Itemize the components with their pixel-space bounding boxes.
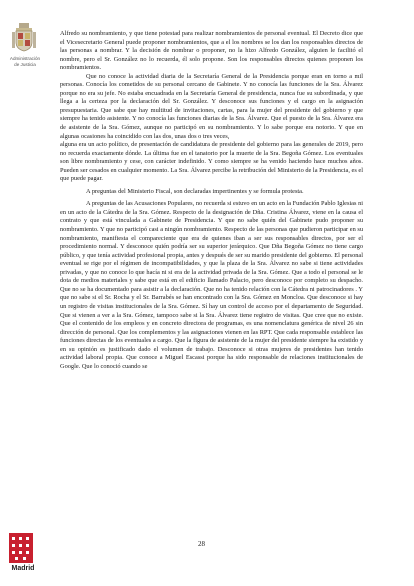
paragraph-5: A preguntas de las Acusaciones Populares, no recuerda si estuvo en un acto en la Fundación Pablo Iglesias ni en un acto de la Cátedra de la Sra. Gómez. Respecto de la designación de Dña. Cristina Álvarez, viene en la causa el contrato y que está vinculada a Gabinete de Presidencia. Y que no sabe quién del Gabinete pudo proponer su nombramiento. Y que no participó casi a ningún nombramiento. Respecto de las personas que pudieron participar en su nombramiento, manifiesta el compareciente que era de quienes iban a ser sus responsables directos, por ser el procedimiento normal. Y desconoce quién podría ser su superior jerárquico. Que Dña Begoña Gómez no tiene cargo público, y que tenía actividad profesional propia, antes y después de ser su marido presidente del gobierno. El personal eventual se rige por el régimen de incompatibilidades, y que la plaza de la Sra. Álvarez no sabe si tiene actividades privadas, y que no conoce lo que hacía ni si era de la actividad privada de la Sra. Gómez. Que a todo el personal se le dota de medios materiales y sabe que está en el edificio llamado Palacio, pero desconoce por completo su despacho. Que no se ha documentado para asistir a la declaración. Que no ha tenido relación con la Cátedra ni patrocinadores . Y que no sabe si el Sr. Rocha y el Sr. Barrabés se han encontrado con la Sra. Gómez en Moncloa. Que desconoce si hay un registro de visitas institucionales de la Sra. Gómez. Sí hay un control de acceso por el departamento de Seguridad. Que si vienen a ver a la Sra. Gómez, tampoco sabe si la Sra. Álvarez tiene registro de visitas. Que cree que no existe. Que el contenido de los empleos y en concreto directora de programas, es una nomenclatura genérica de nivel 26 sin dirección de personal. Que los complementos y las asignaciones vienen en las RPT. Que cada responsable establece las funciones directas de los eventuales a cargo. Que la figura de asistente de la mujer del presidente siempre ha existido y en su opinión es justificado dado el volumen de trabajo. Desconoce si otras mujeres de presidentes han tenido actividad laboral propia. Que conoce a Miguel Escassi porque ha sido responsable de relaciones institucionales de Google. Que lo conoció cuando se — [60, 200, 363, 370]
sidebar — [0, 0, 50, 586]
page-number: 28 — [198, 540, 205, 548]
document-body — [60, 30, 363, 371]
paragraph-4: A preguntas del Ministerio Fiscal, son declaradas impertinentes y se formula protesta. — [86, 187, 304, 195]
paragraph-1: Alfredo su nombramiento, y que tiene potestad para realizar nombramientos de personal eventual. El Decreto dice que el Vicesecretario General puede proponer nombramientos, que a el los nombres se los dan los responsables directos de las personas a nombrar. Y la decisión de nombrar o proponer, no la hizo Alfredo González, alguien le facilitó el nombre, pero el Sr. González no lo recuerda, él solo propone. Son los responsables directos quienes proponen los nombramientos. — [60, 30, 363, 72]
region-label: Madrid — [11, 565, 35, 572]
organization-line-1: Administración — [9, 56, 41, 61]
organization-label — [2, 56, 48, 67]
madrid-logo-icon — [9, 533, 33, 563]
paragraph-2: Que no conoce la actividad diaria de la Secretaría General de la Presidencia porque eran en torno a mil personas. Conocía los cometidos de su personal cercano de Gabinete. Y no conocía las funciones de la Sra. Álvarez porque no era su jefe. No estaba encuadrada en la Secretaría General de presidencia, nunca fue su subordinada, y que llega a la certeza por la declaración del Sr. González. Y desconoce sus funciones y el cargo en la asignación presupuestaria. Que sabe que hay multitud de invitaciones, cartas, para la mujer del presidente del gobierno y que siempre ha tenido asistente. Y no conocía las funciones diarias de la Sra. Álvarez. Que el puesto de la Sra. Álvarez era de asistente de la Sra. Gómez, aunque no participó en su nombramiento. Y lo sabe porque era notorio. Y que en algunas ocasiones ha coincidido con las dos, unas dos o tres veces, — [60, 72, 363, 140]
organization-line-2: de Justicia — [14, 61, 36, 67]
paragraph-3: alguna era un acto político, de presentación de candidatura de presidente del gobierno para las generales de 2019, pero no recuerda exactamente dónde. La última fue en el tanatorio por la muerte de la Sra. Begoña Gómez. Los eventuales son libre nombramiento y cese, con carácter indefinido. Y como siempre se ha venido haciendo hace muchos años. Pueden ser cesados en cualquier momento. La Sra. Álvarez percibe la retribución del Ministerio de la Presidencia, es el que puede pagar. — [60, 141, 363, 183]
coat-of-arms-icon — [12, 22, 36, 52]
